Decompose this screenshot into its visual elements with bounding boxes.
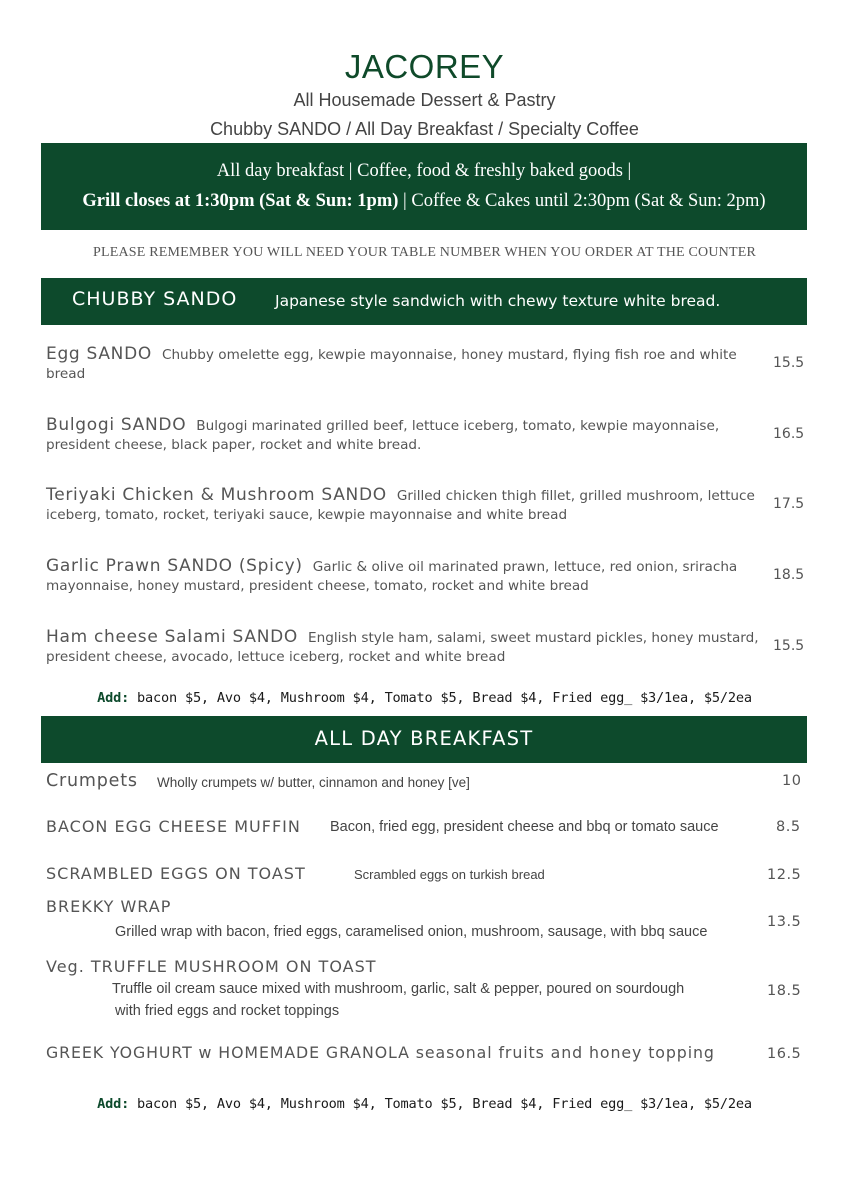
item-price: 16.5 bbox=[773, 426, 805, 442]
item-price-scrambled-eggs: 12.5 bbox=[767, 867, 802, 883]
item-description: Chubby omelette egg, kewpie mayonnaise, honey mustard, flying fish roe and white bread bbox=[46, 347, 737, 382]
item-price-brekky-wrap: 13.5 bbox=[767, 914, 802, 930]
subtitle-dessert: All Housemade Dessert & Pastry bbox=[293, 90, 556, 110]
sando-tagline: Japanese style sandwich with chewy texture white bread. bbox=[275, 292, 721, 310]
restaurant-title: JACOREY bbox=[344, 48, 505, 85]
menu-item-garlic-prawn-sando bbox=[46, 557, 766, 595]
item-price-greek-yoghurt: 16.5 bbox=[767, 1046, 802, 1062]
breakfast-addons bbox=[0, 1096, 849, 1112]
item-price-truffle-mushroom: 18.5 bbox=[767, 983, 802, 999]
item-description-brekky-wrap: Grilled wrap with bacon, fried eggs, caramelised onion, mushroom, sausage, with bbq sauce bbox=[115, 924, 708, 940]
item-name-truffle-mushroom: Veg. TRUFFLE MUSHROOM ON TOAST bbox=[46, 957, 377, 976]
breakfast-section-header bbox=[41, 716, 807, 763]
item-name: Bulgogi SANDO bbox=[46, 415, 187, 435]
hours-line-1: All day breakfast | Coffee, food & freshly baked goods | bbox=[216, 161, 632, 181]
item-description-truffle-mushroom: Truffle oil cream sauce mixed with mushroom, garlic, salt & pepper, poured on sourdough bbox=[112, 981, 685, 997]
menu-item-egg-sando bbox=[46, 345, 766, 383]
item-description-truffle-mushroom-2: with fried eggs and rocket toppings bbox=[115, 1003, 340, 1019]
addons-label: Add: bbox=[97, 1096, 130, 1112]
addons-list: bacon $5, Avo $4, Mushroom $4, Tomato $5, Bread $4, Fried egg_ $3/1ea, $5/2ea bbox=[129, 690, 752, 706]
addons-list: bacon $5, Avo $4, Mushroom $4, Tomato $5, Bread $4, Fried egg_ $3/1ea, $5/2ea bbox=[129, 1096, 752, 1112]
coffee-hours: | Coffee & Cakes until 2:30pm (Sat & Sun: 2pm) bbox=[398, 191, 766, 211]
item-price: 15.5 bbox=[773, 355, 805, 371]
item-description-crumpets: Wholly crumpets w/ butter, cinnamon and honey [ve] bbox=[157, 775, 470, 790]
item-description-scrambled-eggs: Scrambled eggs on turkish bread bbox=[354, 867, 545, 882]
item-name: Teriyaki Chicken & Mushroom SANDO bbox=[46, 485, 387, 505]
hours-line-2 bbox=[41, 191, 807, 212]
item-price: 17.5 bbox=[773, 496, 805, 512]
item-description: Bulgogi marinated grilled beef, lettuce iceberg, tomato, kewpie mayonnaise, president cheese, black paper, rocket and white bread. bbox=[46, 418, 720, 453]
item-name-bacon-egg-muffin: BACON EGG CHEESE MUFFIN bbox=[46, 817, 301, 836]
item-name: Egg SANDO bbox=[46, 344, 152, 364]
item-name: Garlic Prawn SANDO (Spicy) bbox=[46, 556, 303, 576]
item-name-scrambled-eggs: SCRAMBLED EGGS ON TOAST bbox=[46, 864, 306, 883]
addons-label: Add: bbox=[97, 690, 130, 706]
item-description-bacon-egg-muffin: Bacon, fried egg, president cheese and bbq or tomato sauce bbox=[330, 819, 719, 835]
sando-section-header bbox=[41, 278, 807, 325]
sando-heading: CHUBBY SANDO bbox=[72, 288, 238, 310]
item-price: 18.5 bbox=[773, 567, 805, 583]
sando-addons bbox=[0, 690, 849, 706]
item-price-crumpets: 10 bbox=[782, 773, 802, 789]
menu-item-teriyaki-sando bbox=[46, 486, 766, 524]
item-description: Garlic & olive oil marinated prawn, lettuce, red onion, sriracha mayonnaise, honey mustard, president cheese, tomato, rocket and white bread bbox=[46, 559, 738, 594]
item-price: 15.5 bbox=[773, 638, 805, 654]
grill-hours: Grill closes at 1:30pm (Sat & Sun: 1pm) bbox=[82, 191, 399, 211]
item-description: English style ham, salami, sweet mustard pickles, honey mustard, president cheese, avocado, lettuce iceberg, rocket and white bread bbox=[46, 630, 759, 665]
table-number-notice: PLEASE REMEMBER YOU WILL NEED YOUR TABLE NUMBER WHEN YOU ORDER AT THE COUNTER bbox=[92, 245, 757, 260]
subtitle-categories: Chubby SANDO / All Day Breakfast / Specialty Coffee bbox=[210, 119, 639, 139]
hours-banner bbox=[41, 143, 807, 230]
item-name: Ham cheese Salami SANDO bbox=[46, 627, 298, 647]
item-name-greek-yoghurt: GREEK YOGHURT w HOMEMADE GRANOLA seasonal fruits and honey topping bbox=[46, 1043, 715, 1062]
item-description: Grilled chicken thigh fillet, grilled mushroom, lettuce iceberg, tomato, rocket, teriyaki sauce, kewpie mayonnaise and white bread bbox=[46, 488, 755, 523]
menu-item-bulgogi-sando bbox=[46, 416, 766, 454]
item-price-bacon-egg-muffin: 8.5 bbox=[776, 819, 801, 835]
item-name-crumpets: Crumpets bbox=[46, 771, 138, 791]
breakfast-heading: ALL DAY BREAKFAST bbox=[314, 727, 534, 750]
menu-item-ham-cheese-salami-sando bbox=[46, 628, 766, 666]
item-name-brekky-wrap: BREKKY WRAP bbox=[46, 897, 172, 916]
